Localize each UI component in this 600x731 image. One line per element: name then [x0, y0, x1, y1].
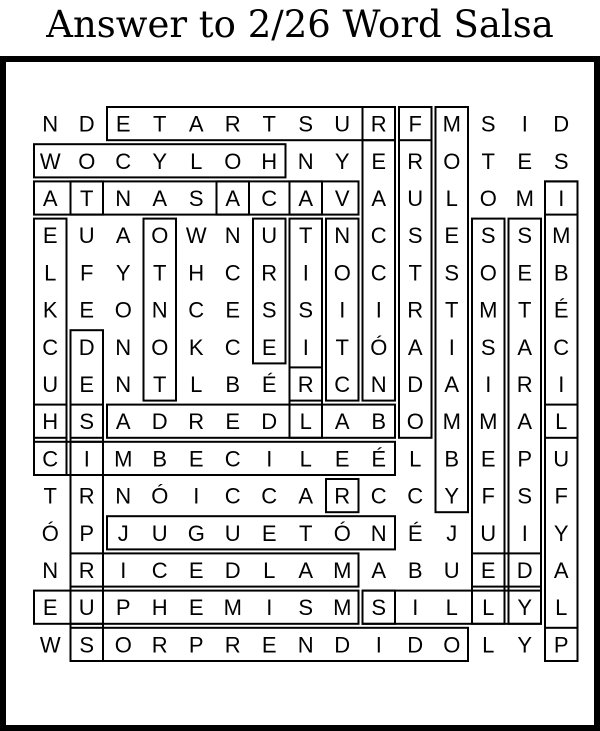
- grid-cell: N: [115, 334, 132, 360]
- grid-cell: I: [448, 334, 455, 360]
- grid-cell: T: [518, 297, 532, 323]
- grid-cell: A: [371, 558, 387, 583]
- grid-cell: R: [334, 483, 351, 509]
- grid-cell: L: [409, 446, 422, 472]
- grid-cell: T: [335, 334, 349, 360]
- grid-cell: K: [42, 297, 58, 323]
- grid-cell: I: [266, 446, 273, 472]
- grid-cell: T: [43, 483, 57, 509]
- grid-cell: C: [151, 558, 168, 583]
- grid-cell: S: [480, 111, 496, 137]
- word-highlight-box: [107, 516, 395, 549]
- grid-cell: N: [42, 558, 59, 583]
- grid-cell: O: [443, 632, 461, 658]
- grid-cell: B: [152, 446, 168, 472]
- grid-cell: D: [334, 632, 351, 658]
- grid-cell: U: [42, 372, 59, 397]
- grid-cell: L: [445, 186, 458, 211]
- grid-cell: R: [407, 148, 424, 174]
- grid-cell: M: [223, 595, 242, 621]
- grid-cell: I: [375, 632, 382, 658]
- grid-cell: Y: [517, 632, 533, 658]
- grid-cell: J: [446, 520, 458, 546]
- grid-cell: U: [78, 223, 95, 249]
- grid-cell: L: [482, 632, 495, 658]
- grid-cell: R: [261, 260, 278, 286]
- grid-cell: D: [407, 632, 424, 658]
- grid-cell: W: [39, 632, 61, 658]
- grid-cell: A: [553, 558, 569, 583]
- grid-cell: O: [406, 409, 424, 435]
- grid-cell: O: [78, 148, 96, 174]
- grid-cell: L: [445, 595, 458, 621]
- grid-cell: I: [339, 297, 346, 323]
- grid-cell: I: [558, 186, 565, 211]
- grid-cell: P: [517, 446, 533, 472]
- grid-cell: T: [153, 111, 167, 137]
- grid-cell: B: [553, 260, 569, 286]
- grid-cell: M: [515, 186, 534, 211]
- grid-cell: Y: [444, 483, 460, 509]
- grid-cell: I: [120, 558, 127, 583]
- grid-cell: R: [370, 111, 387, 137]
- grid-cell: M: [114, 446, 133, 472]
- grid-cell: S: [517, 223, 533, 249]
- grid-cell: L: [299, 409, 312, 435]
- grid-cell: N: [297, 632, 314, 658]
- grid-cell: I: [302, 334, 309, 360]
- grid-cell: T: [299, 223, 313, 249]
- grid-cell: H: [188, 260, 205, 286]
- grid-cell: C: [407, 483, 424, 509]
- page-title: Answer to 2/26 Word Salsa: [46, 3, 554, 46]
- grid-cell: S: [298, 595, 314, 621]
- grid-cell: T: [408, 260, 422, 286]
- grid-cell: A: [225, 186, 241, 211]
- grid-cell: O: [151, 334, 169, 360]
- grid-cell: N: [370, 520, 387, 546]
- grid-cell: D: [78, 111, 95, 137]
- grid-cell: E: [517, 260, 533, 286]
- grid-cell: Y: [115, 260, 131, 286]
- grid-cell: M: [333, 595, 352, 621]
- grid-cell: U: [443, 558, 460, 583]
- grid-cell: T: [262, 111, 276, 137]
- grid-cell: E: [517, 148, 533, 174]
- grid-cell: A: [334, 409, 350, 435]
- grid-cell: E: [261, 520, 277, 546]
- grid-cell: R: [224, 111, 241, 137]
- grid-cell: R: [78, 483, 95, 509]
- grid-cell: N: [115, 186, 132, 211]
- grid-cell: F: [408, 111, 422, 137]
- grid-cell: Ó: [333, 520, 351, 546]
- grid-cell: C: [553, 334, 570, 360]
- grid-cell: E: [225, 297, 241, 323]
- grid-cell: S: [444, 260, 460, 286]
- grid-cell: D: [407, 372, 424, 397]
- grid-cell: V: [334, 186, 350, 211]
- grid-cell: N: [151, 297, 168, 323]
- grid-cell: N: [42, 111, 59, 137]
- grid-cell: O: [479, 260, 497, 286]
- grid-cell: W: [185, 223, 207, 249]
- grid-cell: M: [442, 409, 461, 435]
- grid-cell: B: [225, 372, 241, 397]
- grid-cell: A: [298, 483, 314, 509]
- grid-cell: P: [115, 595, 131, 621]
- grid-cell: T: [445, 297, 459, 323]
- grid-cell: A: [152, 186, 168, 211]
- grid-cell: D: [78, 334, 95, 360]
- grid-cell: I: [521, 111, 528, 137]
- grid-cell: S: [553, 148, 569, 174]
- grid-cell: I: [485, 372, 492, 397]
- grid-cell: E: [79, 372, 95, 397]
- grid-cell: S: [480, 223, 496, 249]
- grid-cell: E: [225, 409, 241, 435]
- grid-cell: U: [407, 186, 424, 211]
- grid-cell: O: [443, 148, 461, 174]
- grid-cell: M: [479, 297, 498, 323]
- grid-cell: I: [266, 595, 273, 621]
- grid-cell: Y: [553, 520, 569, 546]
- grid-cell: I: [302, 260, 309, 286]
- grid-cell: S: [261, 297, 277, 323]
- grid-cell: I: [83, 446, 90, 472]
- grid-cell: O: [151, 223, 169, 249]
- grid-cell: C: [224, 483, 241, 509]
- grid-cell: A: [188, 111, 204, 137]
- grid-cell: É: [407, 520, 423, 546]
- grid-cell: D: [151, 409, 168, 435]
- grid-cell: U: [261, 223, 278, 249]
- grid-cell: I: [412, 595, 419, 621]
- grid-cell: E: [261, 632, 277, 658]
- grid-cell: É: [553, 297, 569, 323]
- grid-cell: J: [117, 520, 129, 546]
- grid-cell: H: [42, 409, 59, 435]
- grid-cell: Ó: [151, 483, 169, 509]
- grid-cell: C: [261, 483, 278, 509]
- grid-cell: É: [371, 446, 387, 472]
- grid-cell: P: [553, 632, 569, 658]
- grid-cell: N: [297, 148, 314, 174]
- word-highlight-box: [107, 405, 395, 438]
- grid-cell: L: [555, 595, 568, 621]
- grid-cell: Ó: [41, 520, 59, 546]
- grid-cell: S: [371, 595, 387, 621]
- grid-cell: E: [371, 148, 387, 174]
- word-highlight-box: [107, 107, 395, 140]
- grid-cell: I: [521, 520, 528, 546]
- grid-cell: E: [480, 558, 496, 583]
- grid-cell: S: [298, 297, 314, 323]
- grid-cell: N: [115, 372, 132, 397]
- grid-cell: D: [553, 111, 570, 137]
- grid-cell: A: [517, 334, 533, 360]
- grid-cell: S: [298, 111, 314, 137]
- grid-cell: A: [42, 186, 58, 211]
- grid-cell: T: [153, 260, 167, 286]
- grid-cell: S: [480, 334, 496, 360]
- grid-cell: C: [224, 260, 241, 286]
- grid-cell: P: [79, 520, 95, 546]
- grid-cell: N: [224, 223, 241, 249]
- grid-cell: É: [261, 372, 277, 397]
- grid-cell: D: [261, 409, 278, 435]
- grid-cell: T: [80, 186, 94, 211]
- grid-cell: Y: [152, 148, 168, 174]
- grid-cell: G: [187, 520, 205, 546]
- grid-cell: E: [188, 595, 204, 621]
- grid-cell: R: [188, 409, 205, 435]
- grid-cell: E: [480, 446, 496, 472]
- grid-cell: P: [188, 632, 204, 658]
- grid-cell: S: [517, 483, 533, 509]
- grid-cell: A: [517, 409, 533, 435]
- grid-cell: O: [224, 148, 242, 174]
- grid-cell: L: [299, 446, 312, 472]
- grid-cell: W: [39, 148, 61, 174]
- grid-cell: A: [115, 223, 131, 249]
- grid-cell: L: [482, 595, 495, 621]
- grid-cell: Ó: [370, 334, 388, 360]
- grid-cell: O: [114, 297, 132, 323]
- grid-cell: U: [151, 520, 168, 546]
- grid-cell: Y: [334, 148, 350, 174]
- grid-cell: H: [261, 148, 278, 174]
- grid-cell: U: [480, 520, 497, 546]
- word-highlight-box: [71, 553, 359, 586]
- grid-cell: M: [479, 409, 498, 435]
- grid-cell: A: [298, 558, 314, 583]
- grid-cell: S: [79, 409, 95, 435]
- grid-cell: T: [299, 520, 313, 546]
- grid-cell: A: [371, 186, 387, 211]
- grid-cell: M: [333, 558, 352, 583]
- grid-cell: E: [334, 446, 350, 472]
- grid-cell: N: [115, 483, 132, 509]
- grid-cell: E: [444, 223, 460, 249]
- grid-cell: C: [224, 446, 241, 472]
- grid-cell: F: [80, 260, 94, 286]
- grid-cell: R: [78, 558, 95, 583]
- grid-cell: D: [224, 558, 241, 583]
- grid-cell: A: [444, 372, 460, 397]
- grid-cell: F: [481, 483, 495, 509]
- grid-cell: O: [479, 186, 497, 211]
- grid-cell: B: [371, 409, 387, 435]
- grid-cell: C: [334, 372, 351, 397]
- grid-cell: C: [115, 148, 132, 174]
- grid-cell: E: [42, 595, 58, 621]
- grid-cell: U: [334, 111, 351, 137]
- grid-cell: E: [188, 558, 204, 583]
- grid-cell: R: [516, 372, 533, 397]
- grid-cell: E: [115, 111, 131, 137]
- grid-cell: S: [188, 186, 204, 211]
- grid-cell: O: [333, 260, 351, 286]
- grid-cell: C: [370, 483, 387, 509]
- grid-cell: M: [552, 223, 571, 249]
- grid-cell: Y: [517, 595, 533, 621]
- grid-cell: C: [370, 223, 387, 249]
- grid-cell: C: [42, 446, 59, 472]
- grid-cell: F: [554, 483, 568, 509]
- grid-cell: U: [224, 520, 241, 546]
- grid-cell: D: [516, 558, 533, 583]
- grid-cell: M: [442, 111, 461, 137]
- grid-cell: L: [190, 372, 203, 397]
- grid-cell: A: [298, 186, 314, 211]
- grid-cell: R: [224, 632, 241, 658]
- grid-cell: L: [190, 148, 203, 174]
- grid-cell: A: [407, 334, 423, 360]
- grid-cell: S: [79, 632, 95, 658]
- grid-cell: I: [375, 297, 382, 323]
- grid-cell: S: [407, 223, 423, 249]
- grid-cell: N: [370, 372, 387, 397]
- grid-cell: T: [481, 148, 495, 174]
- grid-cell: I: [193, 483, 200, 509]
- grid-cell: U: [78, 595, 95, 621]
- grid-cell: B: [407, 558, 423, 583]
- grid-cell: C: [42, 334, 59, 360]
- grid-cell: R: [407, 297, 424, 323]
- grid-cell: T: [153, 372, 167, 397]
- grid-cell: O: [114, 632, 132, 658]
- grid-cell: U: [553, 446, 570, 472]
- grid-cell: H: [151, 595, 168, 621]
- grid-cell: B: [444, 446, 460, 472]
- grid-cell: A: [115, 409, 131, 435]
- grid-cell: C: [370, 260, 387, 286]
- grid-cell: I: [558, 372, 565, 397]
- grid-cell: N: [334, 223, 351, 249]
- grid-cell: R: [151, 632, 168, 658]
- grid-cell: C: [188, 297, 205, 323]
- grid-cell: E: [188, 446, 204, 472]
- grid-cell: E: [79, 297, 95, 323]
- grid-cell: L: [555, 409, 568, 435]
- grid-cell: L: [44, 260, 57, 286]
- grid-cell: K: [188, 334, 204, 360]
- grid-cell: C: [224, 334, 241, 360]
- grid-cell: C: [261, 186, 278, 211]
- grid-cell: E: [42, 223, 58, 249]
- grid-cell: R: [297, 372, 314, 397]
- grid-cell: E: [261, 334, 277, 360]
- grid-cell: L: [263, 558, 276, 583]
